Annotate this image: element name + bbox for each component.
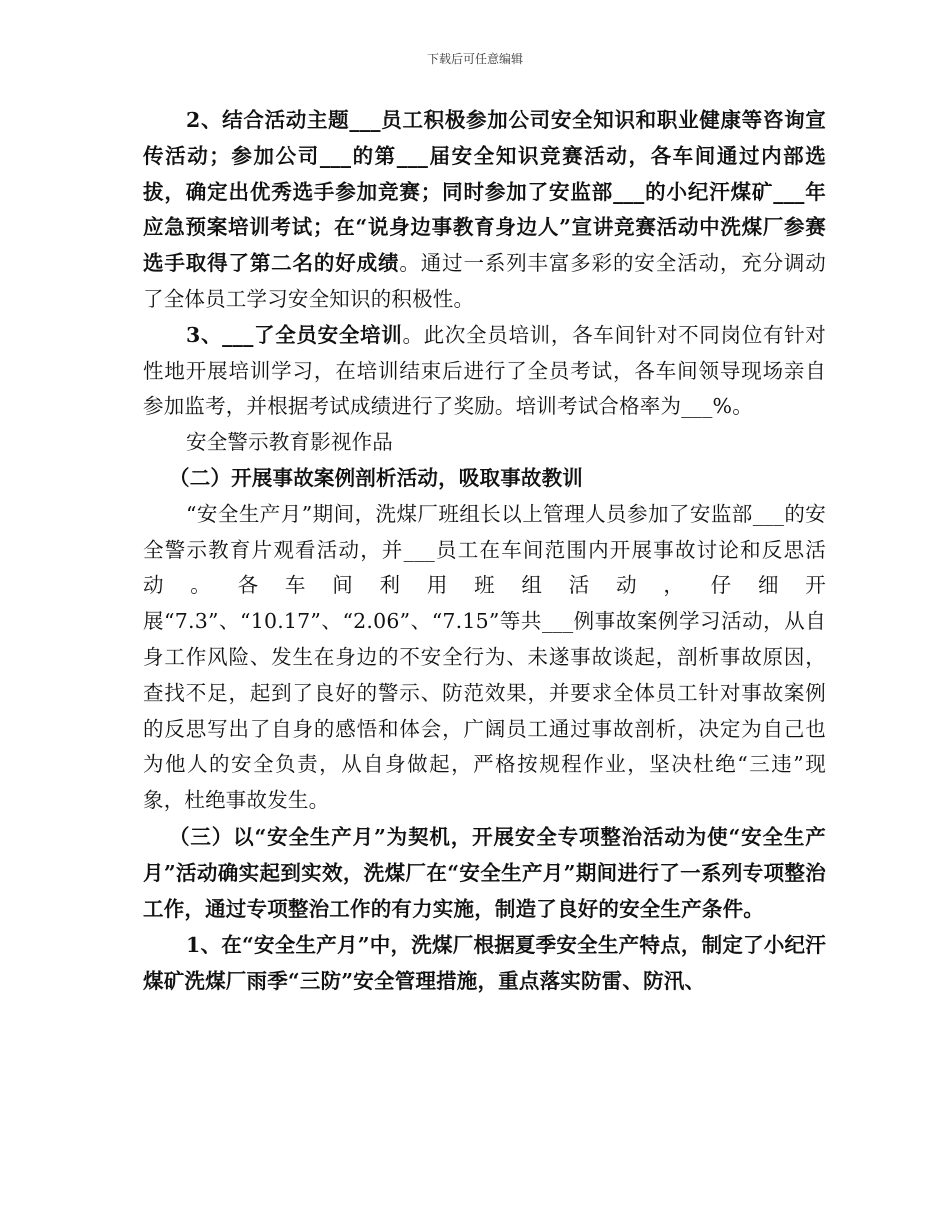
paragraph-accident-cases [143, 497, 826, 819]
paragraph-activities-bold: 2、结合活动主题___员工积极参加公司安全知识和职业健康等咨询宣传活动；参加公司___的第___届安全知识竞赛活动，各车间通过内部选拔，确定出优秀选手参加竞赛；同时参加了安监部___的小纪汗煤矿___年应急预案培训考试；在“说身边事教育身边人”宣讲竞赛活动中洗煤厂参赛选手取得了第二名的好成绩 [143, 108, 826, 276]
paragraph-rainy-season-text: 1、在“安全生产月”中，洗煤厂根据夏季安全生产特点，制定了小纪汗煤矿洗煤厂雨季“三防”安全管理措施，重点落实防雷、防汛、 [143, 933, 826, 994]
section-heading-accident-analysis [143, 461, 826, 497]
section-heading-accident-analysis-text: （二）开展事故案例剖析活动，吸取事故教训 [169, 465, 583, 490]
paragraph-training-text: 。此次全员培训，各车间针对不同岗位有针对性地开展培训学习，在培训结束后进行了全员考试，各车间领导现场亲自参加监考，并根据考试成绩进行了奖励。培训考试合格率为___%。 [143, 322, 827, 419]
paragraph-training [143, 318, 826, 425]
section-heading-special-rectification-text: （三）以“安全生产月”为契机，开展安全专项整治活动为使“安全生产月”活动确实起到实效，洗煤厂在“安全生产月”期间进行了一系列专项整治工作，通过专项整治工作的有力实施，制造了良好的安全生产条件。 [143, 824, 826, 921]
paragraph-warning-films-text: 安全警示教育影视作品 [186, 430, 393, 455]
paragraph-accident-cases-text: “安全生产月”期间，洗煤厂班组长以上管理人员参加了安监部___的安全警示教育片观看活动，并___员工在车间范围内开展事故讨论和反思活动。各车间利用班组活动，仔细开展“7.3”、“10.17”、“2.06”、“7.15”等共___例事故案例学习活动，从自身工作风险、发生在身边的不安全行为、未遂事故谈起，剖析事故原因，查找不足，起到了良好的警示、防范效果，并要求全体员工针对事故案例的反思写出了自身的感悟和体会，广阔员工通过事故剖析，决定为自己也为他人的安全负责，从自身做起，严格按规程作业，坚决杜绝“三违”现象，杜绝事故发生。 [143, 501, 826, 813]
page-header: 下载后可任意编辑 [426, 52, 523, 66]
paragraph-activities-text: 。通过一系列丰富多彩的安全活动，充分调动了全体员工学习安全知识的积极性。 [143, 251, 826, 311]
paragraph-rainy-season [143, 928, 826, 1000]
document-body [143, 103, 826, 1000]
paragraph-activities [143, 103, 826, 318]
paragraph-warning-films [143, 425, 826, 461]
section-heading-special-rectification [143, 820, 826, 927]
paragraph-training-bold: 3、___了全员安全培训 [186, 322, 403, 347]
